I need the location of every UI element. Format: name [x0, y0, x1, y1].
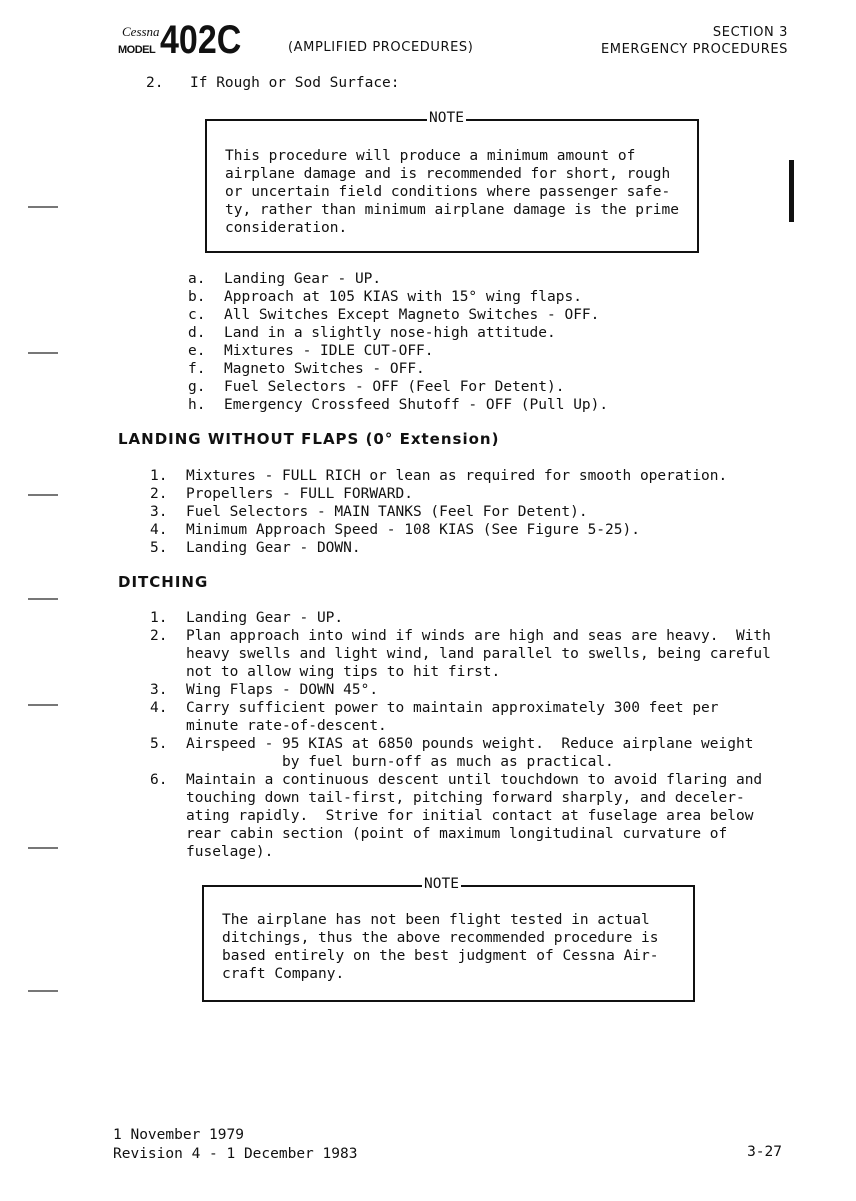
- margin-mark: [28, 704, 58, 706]
- step-letter: a.: [188, 271, 206, 287]
- step-text: rear cabin section (point of maximum longitudinal curvature of: [186, 826, 728, 842]
- step-letter: b.: [188, 289, 206, 305]
- step-text: Airspeed - 95 KIAS at 6850 pounds weight. Reduce airplane weight: [186, 736, 754, 752]
- margin-mark: [28, 206, 58, 208]
- step-text: Emergency Crossfeed Shutoff - OFF (Pull Up).: [224, 397, 609, 413]
- step-letter: g.: [188, 379, 206, 395]
- step-text: Propellers - FULL FORWARD.: [186, 486, 413, 502]
- step-number: 1.: [150, 610, 168, 626]
- page-number: 3-27: [747, 1144, 782, 1160]
- rough-surface-number: 2.: [146, 75, 164, 91]
- step-text: not to allow wing tips to hit first.: [186, 664, 501, 680]
- margin-mark: [28, 352, 58, 354]
- note-line: consideration.: [225, 220, 348, 236]
- step-number: 5.: [150, 540, 168, 556]
- step-letter: f.: [188, 361, 206, 377]
- step-text: Plan approach into wind if winds are high and seas are heavy. With: [186, 628, 771, 644]
- header-subtitle: (AMPLIFIED PROCEDURES): [288, 40, 474, 55]
- step-text: Fuel Selectors - OFF (Feel For Detent).: [224, 379, 565, 395]
- step-text: Mixtures - IDLE CUT-OFF.: [224, 343, 434, 359]
- step-text: All Switches Except Magneto Switches - OFF.: [224, 307, 600, 323]
- note-line: The airplane has not been flight tested in actual: [222, 912, 650, 928]
- step-number: 2.: [150, 628, 168, 644]
- revision-change-bar: [789, 160, 794, 222]
- step-text: ating rapidly. Strive for initial contact at fuselage area below: [186, 808, 754, 824]
- step-letter: h.: [188, 397, 206, 413]
- step-text: Fuel Selectors - MAIN TANKS (Feel For Detent).: [186, 504, 588, 520]
- header-section: [601, 24, 788, 58]
- step-number: 4.: [150, 700, 168, 716]
- footer-dates: [113, 1126, 357, 1164]
- note-line: ditchings, thus the above recommended procedure is: [222, 930, 659, 946]
- footer-revision: Revision 4 - 1 December 1983: [113, 1146, 358, 1162]
- note-line: airplane damage and is recommended for short, rough: [225, 166, 671, 182]
- note-line: This procedure will produce a minimum amount of: [225, 148, 636, 164]
- step-text: Minimum Approach Speed - 108 KIAS (See Figure 5-25).: [186, 522, 640, 538]
- footer-date: 1 November 1979: [113, 1127, 244, 1143]
- note-label: NOTE: [424, 876, 459, 892]
- note-line: based entirely on the best judgment of Cessna Air-: [222, 948, 659, 964]
- step-number: 6.: [150, 772, 168, 788]
- note-line: ty, rather than minimum airplane damage is the prime: [225, 202, 679, 218]
- section-number: SECTION 3: [712, 25, 788, 40]
- step-letter: d.: [188, 325, 206, 341]
- step-number: 3.: [150, 682, 168, 698]
- ditching-heading: DITCHING: [118, 573, 209, 591]
- step-text: Approach at 105 KIAS with 15° wing flaps.: [224, 289, 582, 305]
- step-text: minute rate-of-descent.: [186, 718, 387, 734]
- landing-without-flaps-heading: LANDING WITHOUT FLAPS (0° Extension): [118, 430, 500, 448]
- margin-mark: [28, 598, 58, 600]
- step-text: Magneto Switches - OFF.: [224, 361, 425, 377]
- step-text: heavy swells and light wind, land parallel to swells, being careful: [186, 646, 771, 662]
- step-text: Landing Gear - UP.: [186, 610, 344, 626]
- step-text: Landing Gear - DOWN.: [186, 540, 361, 556]
- model-word: MODEL: [118, 44, 156, 56]
- step-number: 5.: [150, 736, 168, 752]
- step-text: Mixtures - FULL RICH or lean as required for smooth operation.: [186, 468, 728, 484]
- step-text: Carry sufficient power to maintain approximately 300 feet per: [186, 700, 719, 716]
- step-letter: c.: [188, 307, 206, 323]
- note-box-rough: [205, 110, 699, 253]
- step-text: by fuel burn-off as much as practical.: [186, 754, 614, 770]
- brand-logo: Cessna: [122, 24, 160, 39]
- rough-surface-title: If Rough or Sod Surface:: [190, 75, 400, 91]
- step-letter: e.: [188, 343, 206, 359]
- note-line: craft Company.: [222, 966, 345, 982]
- step-number: 4.: [150, 522, 168, 538]
- step-text: Landing Gear - UP.: [224, 271, 382, 287]
- step-number: 2.: [150, 486, 168, 502]
- model-number: 402C: [160, 18, 242, 62]
- note-label: NOTE: [429, 110, 464, 126]
- step-text: Maintain a continuous descent until touchdown to avoid flaring and: [186, 772, 763, 788]
- step-text: Wing Flaps - DOWN 45°.: [186, 682, 379, 698]
- margin-mark: [28, 990, 58, 992]
- step-number: 3.: [150, 504, 168, 520]
- margin-mark: [28, 494, 58, 496]
- margin-mark: [28, 847, 58, 849]
- section-title: EMERGENCY PROCEDURES: [600, 42, 788, 57]
- step-text: touching down tail-first, pitching forward sharply, and deceler-: [186, 790, 745, 806]
- step-text: fuselage).: [186, 844, 274, 860]
- note-line: or uncertain field conditions where passenger safe-: [225, 184, 671, 200]
- note-box-ditching: [202, 876, 695, 1002]
- step-number: 1.: [150, 468, 168, 484]
- step-text: Land in a slightly nose-high attitude.: [224, 325, 556, 341]
